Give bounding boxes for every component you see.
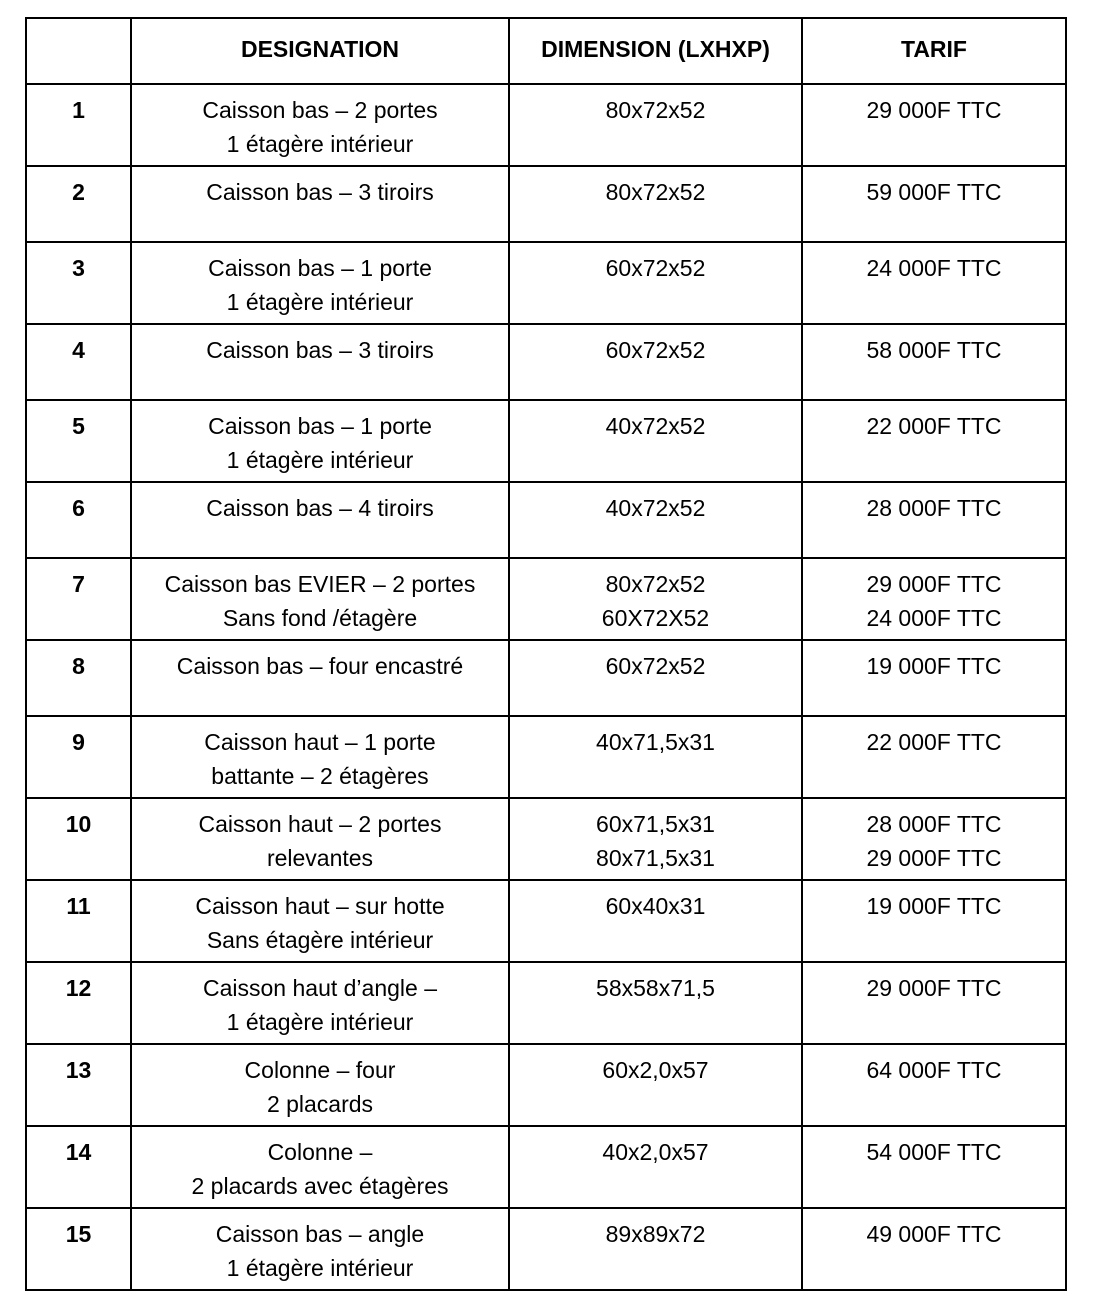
header-designation: DESIGNATION (131, 18, 509, 84)
tarif-cell (802, 482, 1066, 558)
dimension-cell (509, 400, 802, 482)
tarif-cell (802, 798, 1066, 880)
dimension-cell (509, 242, 802, 324)
table-row (26, 324, 1066, 400)
tarif-line: 59 000F TTC (866, 179, 1002, 205)
table-row (26, 84, 1066, 166)
designation-line: Caisson bas – 2 portes (202, 97, 438, 123)
designation-line: Caisson haut – 2 portes (198, 811, 442, 837)
designation-line: Caisson haut – 1 porte (204, 729, 436, 755)
designation-line: 1 étagère intérieur (226, 447, 414, 473)
dimension-line: 60X72X52 (601, 605, 710, 631)
designation-cell (131, 400, 509, 482)
tarif-cell (802, 84, 1066, 166)
designation-line: battante – 2 étagères (211, 763, 429, 789)
designation-cell (131, 558, 509, 640)
tarif-line: 49 000F TTC (866, 1221, 1002, 1247)
dimension-line: 60x40x31 (605, 893, 706, 919)
price-table (25, 17, 1067, 1291)
tarif-line: 64 000F TTC (866, 1057, 1002, 1083)
dimension-cell (509, 716, 802, 798)
dimension-cell (509, 640, 802, 716)
tarif-cell (802, 558, 1066, 640)
dimension-cell (509, 84, 802, 166)
table-row (26, 558, 1066, 640)
designation-cell (131, 166, 509, 242)
designation-line: 2 placards (266, 1091, 374, 1117)
dimension-cell (509, 962, 802, 1044)
header-row (26, 18, 1066, 84)
tarif-line: 28 000F TTC (866, 495, 1002, 521)
header-num (26, 18, 131, 84)
dimension-line: 60x2,0x57 (602, 1057, 709, 1083)
tarif-cell (802, 324, 1066, 400)
designation-line: relevantes (266, 845, 374, 871)
row-number: 9 (26, 716, 131, 798)
tarif-cell (802, 716, 1066, 798)
dimension-line: 80x71,5x31 (596, 845, 715, 871)
dimension-cell (509, 1126, 802, 1208)
table-row (26, 962, 1066, 1044)
designation-cell (131, 1126, 509, 1208)
tarif-line: 19 000F TTC (866, 653, 1002, 679)
tarif-line: 22 000F TTC (866, 729, 1002, 755)
designation-cell (131, 84, 509, 166)
table-row (26, 400, 1066, 482)
designation-cell (131, 482, 509, 558)
designation-line: Caisson bas – 1 porte (208, 413, 432, 439)
tarif-line: 54 000F TTC (866, 1139, 1002, 1165)
dimension-line: 58x58x71,5 (596, 975, 715, 1001)
row-number: 3 (26, 242, 131, 324)
dimension-line: 89x89x72 (605, 1221, 706, 1247)
designation-line: 2 placards avec étagères (191, 1173, 449, 1199)
designation-line: Caisson bas – 3 tiroirs (206, 179, 434, 205)
row-number: 11 (26, 880, 131, 962)
tarif-cell (802, 1044, 1066, 1126)
designation-line: 1 étagère intérieur (226, 1009, 414, 1035)
tarif-line: 19 000F TTC (866, 893, 1002, 919)
dimension-line: 40x72x52 (605, 495, 706, 521)
table-row (26, 482, 1066, 558)
row-number: 6 (26, 482, 131, 558)
designation-line: Sans fond /étagère (222, 605, 418, 631)
designation-line: Caisson haut – sur hotte (195, 893, 445, 919)
tarif-cell (802, 400, 1066, 482)
tarif-line: 22 000F TTC (866, 413, 1002, 439)
tarif-line: 29 000F TTC (866, 845, 1002, 871)
table-row (26, 716, 1066, 798)
dimension-line: 40x72x52 (605, 413, 706, 439)
header-dimension: DIMENSION (LXHXP) (509, 18, 802, 84)
tarif-line: 29 000F TTC (866, 975, 1002, 1001)
designation-line: Colonne – four (244, 1057, 396, 1083)
row-number: 10 (26, 798, 131, 880)
tarif-cell (802, 1208, 1066, 1290)
row-number: 5 (26, 400, 131, 482)
dimension-cell (509, 1208, 802, 1290)
table-row (26, 640, 1066, 716)
tarif-line: 24 000F TTC (866, 605, 1002, 631)
dimension-line: 60x72x52 (605, 255, 706, 281)
tarif-cell (802, 166, 1066, 242)
designation-cell (131, 1208, 509, 1290)
designation-cell (131, 324, 509, 400)
row-number: 7 (26, 558, 131, 640)
row-number: 12 (26, 962, 131, 1044)
table-row (26, 880, 1066, 962)
row-number: 14 (26, 1126, 131, 1208)
table-row (26, 1044, 1066, 1126)
table-row (26, 1208, 1066, 1290)
dimension-line: 60x71,5x31 (596, 811, 715, 837)
dimension-cell (509, 1044, 802, 1126)
designation-line: Colonne – (267, 1139, 373, 1165)
tarif-line: 29 000F TTC (866, 571, 1002, 597)
designation-line: Caisson haut d’angle – (203, 975, 437, 1001)
dimension-line: 80x72x52 (605, 97, 706, 123)
designation-line: 1 étagère intérieur (226, 131, 414, 157)
dimension-line: 40x71,5x31 (596, 729, 715, 755)
tarif-line: 58 000F TTC (866, 337, 1002, 363)
table-row (26, 1126, 1066, 1208)
row-number: 13 (26, 1044, 131, 1126)
tarif-cell (802, 640, 1066, 716)
dimension-cell (509, 880, 802, 962)
designation-cell (131, 962, 509, 1044)
designation-cell (131, 242, 509, 324)
designation-cell (131, 716, 509, 798)
designation-cell (131, 640, 509, 716)
designation-cell (131, 880, 509, 962)
dimension-line: 80x72x52 (605, 571, 706, 597)
designation-line: 1 étagère intérieur (226, 289, 414, 315)
dimension-line: 80x72x52 (605, 179, 706, 205)
designation-line: Caisson bas – four encastré (176, 653, 464, 679)
dimension-cell (509, 324, 802, 400)
tarif-cell (802, 880, 1066, 962)
tarif-cell (802, 1126, 1066, 1208)
designation-cell (131, 798, 509, 880)
table-row (26, 798, 1066, 880)
tarif-cell (802, 962, 1066, 1044)
tarif-cell (802, 242, 1066, 324)
designation-line: Caisson bas – 4 tiroirs (206, 495, 434, 521)
designation-cell (131, 1044, 509, 1126)
row-number: 15 (26, 1208, 131, 1290)
designation-line: Caisson bas – 3 tiroirs (206, 337, 434, 363)
designation-line: Caisson bas – angle (215, 1221, 425, 1247)
designation-line: 1 étagère intérieur (226, 1255, 414, 1281)
table-row (26, 242, 1066, 324)
dimension-line: 60x72x52 (605, 653, 706, 679)
row-number: 8 (26, 640, 131, 716)
table-body (26, 84, 1066, 1290)
dimension-line: 40x2,0x57 (602, 1139, 709, 1165)
designation-line: Caisson bas – 1 porte (208, 255, 432, 281)
dimension-cell (509, 558, 802, 640)
dimension-cell (509, 482, 802, 558)
row-number: 1 (26, 84, 131, 166)
designation-line: Caisson bas EVIER – 2 portes (164, 571, 476, 597)
tarif-line: 29 000F TTC (866, 97, 1002, 123)
row-number: 2 (26, 166, 131, 242)
designation-line: Sans étagère intérieur (206, 927, 434, 953)
dimension-line: 60x72x52 (605, 337, 706, 363)
table-row (26, 166, 1066, 242)
tarif-line: 24 000F TTC (866, 255, 1002, 281)
dimension-cell (509, 166, 802, 242)
tarif-line: 28 000F TTC (866, 811, 1002, 837)
header-tarif: TARIF (802, 18, 1066, 84)
dimension-cell (509, 798, 802, 880)
row-number: 4 (26, 324, 131, 400)
